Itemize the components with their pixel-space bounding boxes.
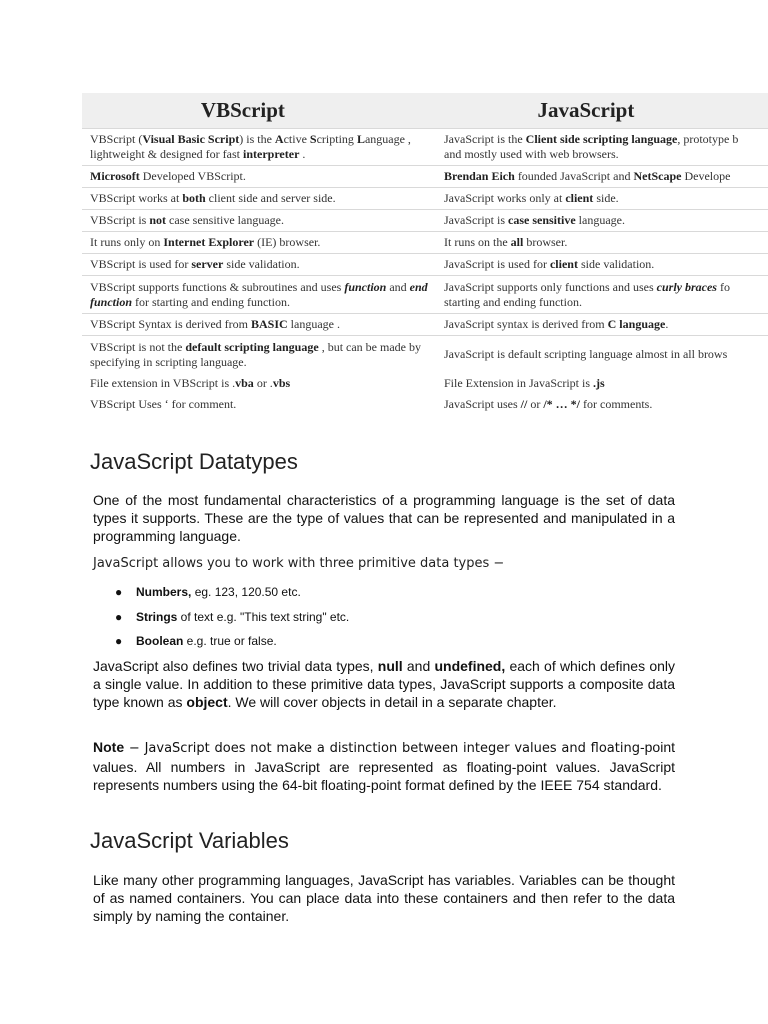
list-text: e.g. true or false.: [183, 634, 277, 648]
table-header: [82, 93, 768, 128]
table-body: [82, 128, 768, 415]
list-item: [93, 605, 673, 630]
table-row: [82, 128, 768, 165]
javascript-cell: JavaScript is default scripting language almost in all brows: [444, 347, 728, 361]
bullet-icon: ●: [115, 585, 123, 599]
table-row: [82, 275, 768, 313]
comparison-table: [82, 93, 768, 415]
list-text: of text e.g. "This text string" etc.: [177, 609, 350, 624]
javascript-cell: JavaScript is the Client side scripting language, prototype b and mostly used with web browsers.: [444, 132, 739, 161]
javascript-cell: JavaScript syntax is derived from C language.: [444, 317, 669, 331]
list-text: eg. 123, 120.50 etc.: [191, 585, 301, 599]
table-row: [82, 394, 768, 415]
table-row: [82, 209, 768, 231]
datatypes-trivial: JavaScript also defines two trivial data types, null and undefined, each of which defines only a single value. In addition to these primitive data types, JavaScript supports a composite data type known as object. We will cover objects in detail in a separate chapter.: [93, 658, 675, 710]
datatypes-note: Note − JavaScript does not make a distinction between integer values and floating-point values. All numbers in JavaScript are represented as floating-point values. JavaScript represents numbers using the 64-bit floating-point format defined by the IEEE 754 standard.: [93, 739, 675, 793]
table-row: [82, 165, 768, 187]
vbscript-cell: VBScript works at both client side and server side.: [90, 191, 336, 205]
javascript-cell: Brendan Eich founded JavaScript and NetScape Develope: [444, 169, 731, 183]
vbscript-cell: VBScript supports functions & subroutines and uses function and end function for starting and ending function.: [90, 279, 428, 309]
table-row: [82, 231, 768, 253]
variables-heading: JavaScript Variables: [90, 828, 289, 853]
javascript-cell: File Extension in JavaScript is .js: [444, 376, 605, 390]
vbscript-cell: VBScript Syntax is derived from BASIC language .: [90, 317, 340, 331]
header-vbscript: VBScript: [200, 98, 285, 122]
table-row: [82, 335, 768, 373]
javascript-cell: JavaScript uses // or /* … */ for comments.: [444, 397, 653, 411]
list-term: Numbers,: [136, 585, 192, 599]
datatypes-heading: JavaScript Datatypes: [90, 449, 298, 474]
javascript-cell: JavaScript works only at client side.: [444, 191, 619, 205]
table-row: [82, 373, 768, 394]
vbscript-cell: It runs only on Internet Explorer (IE) browser.: [90, 235, 321, 249]
vbscript-cell: VBScript Uses ‘ for comment.: [90, 397, 237, 411]
header-javascript: JavaScript: [537, 98, 635, 122]
vbscript-cell: VBScript is not case sensitive language.: [90, 213, 284, 227]
javascript-cell: JavaScript is case sensitive language.: [444, 213, 625, 227]
bullet-icon: ●: [115, 609, 123, 624]
datatypes-list: [93, 580, 673, 654]
datatypes-allows: JavaScript allows you to work with three primitive data types −: [93, 556, 505, 571]
datatypes-intro: One of the most fundamental characteristics of a programming language is the set of data types it supports. These are the type of values that can be represented and manipulated in a programming language.: [93, 492, 675, 544]
list-item: [93, 580, 673, 605]
vbscript-cell: VBScript is used for server side validation.: [90, 257, 300, 271]
javascript-cell: JavaScript supports only functions and uses curly braces fo starting and ending function.: [444, 279, 730, 309]
vbscript-cell: VBScript is not the default scripting language , but can be made by specifying in scripting language.: [90, 339, 421, 369]
vbscript-cell: File extension in VBScript is .vba or .vbs: [90, 376, 291, 390]
vbscript-cell: Microsoft Developed VBScript.: [90, 169, 246, 183]
variables-intro: Like many other programming languages, JavaScript has variables. Variables can be thought of as named containers. You can place data into these containers and then refer to the data simply by naming the container.: [93, 872, 675, 924]
table-row: [82, 253, 768, 275]
table-row: [82, 313, 768, 335]
javascript-cell: It runs on the all browser.: [444, 235, 568, 249]
table-row: [82, 187, 768, 209]
list-term: Strings: [136, 609, 178, 624]
list-item: [93, 629, 673, 654]
bullet-icon: ●: [115, 634, 123, 648]
list-term: Boolean: [136, 634, 184, 648]
vbscript-cell: VBScript (Visual Basic Script) is the Active Scripting Language , lightweight & designed for fast interpreter .: [90, 132, 411, 161]
javascript-cell: JavaScript is used for client side validation.: [444, 257, 655, 271]
